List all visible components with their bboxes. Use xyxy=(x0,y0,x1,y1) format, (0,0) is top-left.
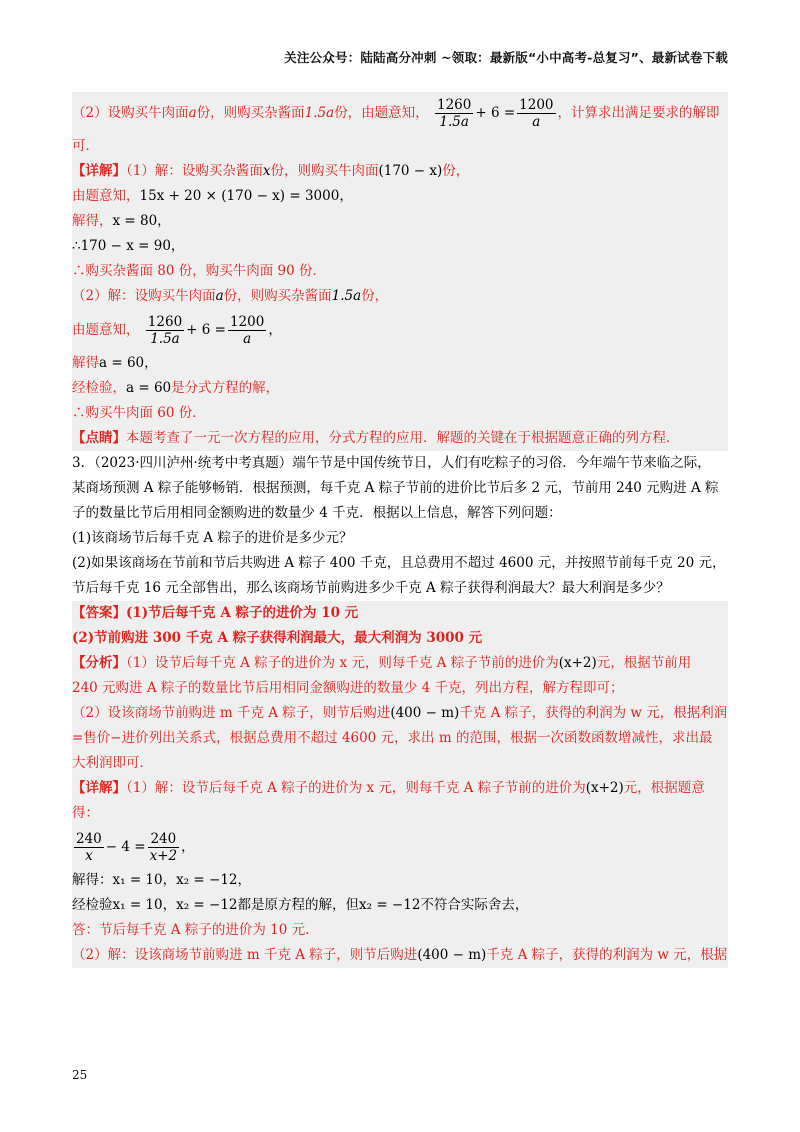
operator: + 6 = xyxy=(475,105,516,121)
detail-tag: 【详解】 xyxy=(72,163,126,179)
var: a xyxy=(215,288,224,304)
punct: ， xyxy=(181,839,195,855)
detail-1-intro xyxy=(72,159,728,184)
denominator: x xyxy=(85,848,93,864)
solve-2 xyxy=(72,351,728,376)
text: 解得， xyxy=(72,213,113,229)
fraction-1200-over-a xyxy=(228,314,266,347)
solve-3 xyxy=(72,868,728,893)
question-3-sub1: (1)该商场节后每千克 A 粽子的进价是多少元？ xyxy=(72,530,353,546)
text: 解得：x₁ = 10，x₂ = −12， xyxy=(72,872,252,888)
answer-block-line2: (2)节前购进 300 千克 A 粽子获得利润最大，最大利润为 3000 元 xyxy=(72,626,728,651)
question-3-sub2-line2: 节后每千克 16 元全部售出，那么该商场节前购进多少千克 A 粽子获得利润最大？最大利润是多少？ xyxy=(72,580,670,596)
text: 元，根据节前用 xyxy=(596,655,692,671)
text: 份，由题意知， xyxy=(334,105,429,121)
var: 1.5a xyxy=(331,288,362,304)
text: 经检验x₁ = 10，x₂ = −12都是原方程的解，但x₂ = −12不符合实际舍去， xyxy=(72,897,529,913)
text: （1）解：设节后每千克 A 粽子的进价为 x 元，则每千克 A 粽子节前的进价为 xyxy=(126,780,586,796)
denominator: 1.5a xyxy=(150,331,180,347)
answer-tag: 【答案】 xyxy=(72,605,126,621)
text: ，计算求出满足要求的解即 xyxy=(557,105,720,121)
check-3 xyxy=(72,893,728,918)
denominator: a xyxy=(243,331,252,347)
part-4-intro xyxy=(72,943,728,968)
numerator: 1200 xyxy=(519,97,554,113)
text: 是分式方程的解， xyxy=(171,380,280,396)
text: 千克 A 粽子，获得的利润为 w 元，根据利润 xyxy=(459,705,728,721)
expr: (x+2) xyxy=(558,655,597,671)
text: 解得 xyxy=(72,355,99,371)
equation: a = 60， xyxy=(99,355,158,371)
fraction-240-over-x-plus-2 xyxy=(148,831,180,864)
text: 由题意知， xyxy=(72,188,140,204)
equation-1 xyxy=(72,184,728,209)
var: 1.5a xyxy=(304,105,335,121)
text: （1）解：设购买杂酱面 xyxy=(126,163,263,179)
text: 份，则购买杂酱面 xyxy=(196,105,305,121)
var: x xyxy=(262,163,271,179)
analysis-3-part2-line3: 大利润即可． xyxy=(72,751,728,776)
comment-tag: 【点睛】 xyxy=(72,430,126,446)
expr: (x+2) xyxy=(585,780,624,796)
answer-1-conclusion: ∴购买杂酱面 80 份，购买牛肉面 90 份． xyxy=(72,259,728,284)
analysis-3-part2-line2: =售价−进价列出关系式，根据总费用不超过 4600 元，求出 m 的范围，根据一次函数函数增减性，求出最 xyxy=(72,726,728,751)
text: （1）设节后每千克 A 粽子的进价为 x 元，则每千克 A 粽子节前的进价为 xyxy=(126,655,559,671)
equation-3 xyxy=(72,826,728,868)
text: （2）解：设该商场节前购进 m 千克 A 粽子，则节后购进 xyxy=(72,947,418,963)
text: 由题意知， xyxy=(72,322,140,338)
solve-1 xyxy=(72,209,728,234)
page-header: 关注公众号：陆陆高分冲刺 ~领取：最新版“小中高考-总复习”、最新试卷下载 xyxy=(284,50,728,65)
detail-3-line1 xyxy=(72,776,728,801)
equation-2: 由题意知， $\frac{1260}{1.5a}$ + 6 = $\frac{1200}{a}$ ， xyxy=(72,309,728,351)
fraction-1260-over-1.5a xyxy=(435,97,473,130)
therefore-1: ∴170 − x = 90， xyxy=(72,234,728,259)
check-2 xyxy=(72,376,728,401)
analysis-3-part2-line1 xyxy=(72,701,728,726)
analysis-part2-line2: 可． xyxy=(72,134,728,159)
numerator: 1260 xyxy=(436,97,472,113)
analysis-tag: 【分析】 xyxy=(72,655,126,671)
question-3-line2: 某商场预测 A 粽子能够畅销．根据预测，每千克 A 粽子节前的进价比节后多 2 元，节前用 240 元购进 A 粽 xyxy=(72,480,719,496)
text: （2）设购买牛肉面 xyxy=(72,105,189,121)
question-3-line3: 子的数量比节后用相同金额购进的数量少 4 千克．根据以上信息，解答下列问题： xyxy=(72,505,562,521)
text: 份，则购买牛肉面 xyxy=(270,163,379,179)
detail-3-line2: 得： xyxy=(72,801,728,826)
text: (1)节后每千克 A 粽子的进价为 10 元 xyxy=(126,605,359,621)
answer-block-line1 xyxy=(72,601,728,626)
fraction-240-over-x xyxy=(74,831,104,864)
analysis-3-part1-line1 xyxy=(72,651,728,676)
fraction-1200-over-a xyxy=(517,97,555,130)
answer-3-conclusion: 答：节后每千克 A 粽子的进价为 10 元． xyxy=(72,918,728,943)
text: （2）解：设购买牛肉面 xyxy=(72,288,216,304)
page-content xyxy=(72,92,728,968)
denominator: 1.5a xyxy=(439,114,469,130)
denominator: a xyxy=(532,114,541,130)
numerator: 240 xyxy=(148,831,180,848)
fraction-1260-over-1.5a xyxy=(146,314,184,347)
equation: a = 60 xyxy=(126,380,172,396)
text: 本题考查了一元一次方程的应用，分式方程的应用．解题的关键在于根据题意正确的列方程． xyxy=(126,430,680,446)
question-3-line1: 3．（2023·四川泸州·统考中考真题）端午节是中国传统节日，人们有吃粽子的习俗．今年端午节来临之际， xyxy=(72,455,711,471)
denominator: x+2 xyxy=(149,848,178,864)
text: 份， xyxy=(442,163,470,179)
var: a xyxy=(188,105,197,121)
detail-tag: 【详解】 xyxy=(72,780,126,796)
answer-2-conclusion: ∴购买牛肉面 60 份． xyxy=(72,401,728,426)
analysis-part2-line1 xyxy=(72,92,728,134)
numerator: 1260 xyxy=(147,314,183,330)
operator: + 6 = xyxy=(186,322,226,338)
numerator: 240 xyxy=(76,831,102,847)
page-number: 25 xyxy=(72,1068,88,1082)
equation: x = 80， xyxy=(112,213,171,229)
text: 元，根据题意 xyxy=(623,780,705,796)
numerator: 1200 xyxy=(229,314,265,330)
text: 千克 A 粽子，获得的利润为 w 元，根据 xyxy=(486,947,728,963)
expr: (400 − m) xyxy=(390,705,460,721)
expr: (170 − x) xyxy=(378,163,443,179)
text: 经检验， xyxy=(72,380,126,396)
analysis-3-part1-line2: 240 元购进 A 粽子的数量比节后用相同金额购进的数量少 4 千克，列出方程，解方程即可； xyxy=(72,676,728,701)
question-3-sub2-line1: (2)如果该商场在节前和节后共购进 A 粽子 400 千克，且总费用不超过 4600 元，并按照节前每千克 20 元， xyxy=(72,555,726,571)
expr: (400 − m) xyxy=(417,947,487,963)
text: 份，则购买杂酱面 xyxy=(223,288,332,304)
comment xyxy=(72,426,728,451)
operator: − 4 = xyxy=(105,839,146,855)
part-2-intro xyxy=(72,284,728,309)
equation: 15x + 20 × (170 − x) = 3000， xyxy=(139,188,353,204)
text: （2）设该商场节前购进 m 千克 A 粽子，则节后购进 xyxy=(72,705,391,721)
text: 份， xyxy=(361,288,389,304)
